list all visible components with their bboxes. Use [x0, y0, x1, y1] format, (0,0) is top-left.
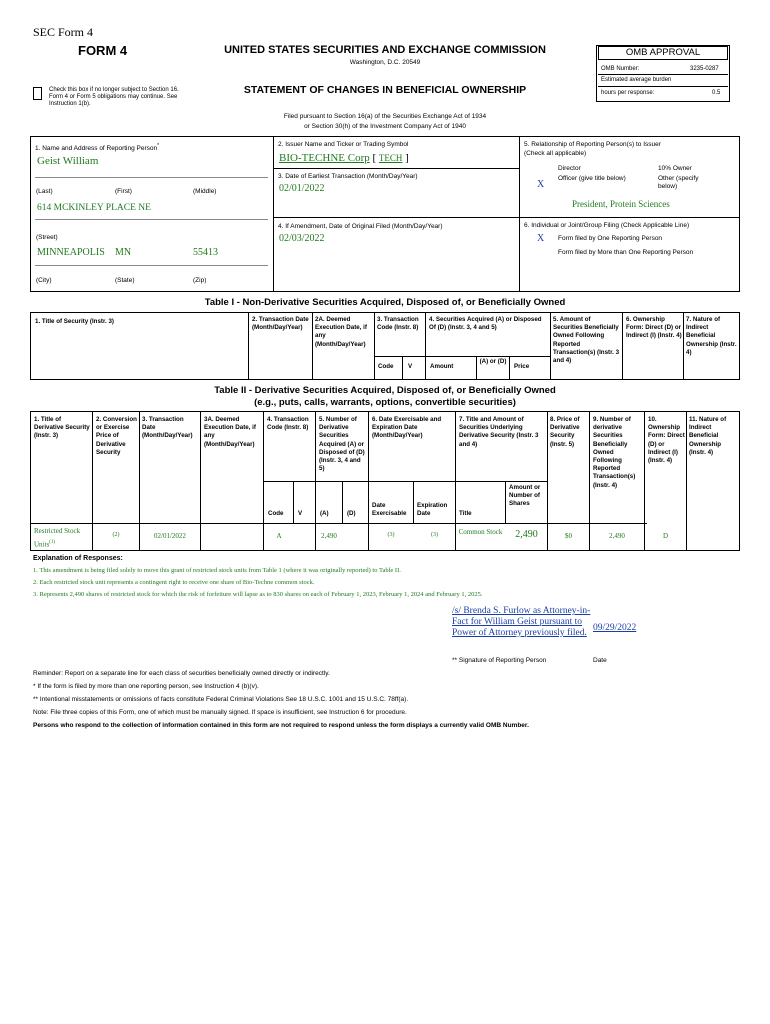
state-label: (State) — [115, 277, 135, 284]
t2-row-date-exercisable: (3) — [387, 532, 395, 538]
more-person-option: Form filed by More than One Reporting Person — [558, 249, 694, 256]
t1-amount: Amount — [430, 363, 454, 370]
one-person-check[interactable]: X — [537, 233, 545, 244]
t2-col6: 6. Date Exercisable and Expiration Date (Month/Day/Year) — [372, 416, 442, 440]
t2-row-amount-a: 2,490 — [321, 532, 337, 540]
one-person-option: Form filed by One Reporting Person — [558, 235, 663, 242]
other-option: Other (specify below) — [658, 175, 699, 190]
box4-label: 4. If Amendment, Date of Original Filed (Month/Day/Year) — [278, 223, 443, 230]
box5-label: 5. Relationship of Reporting Person(s) to Issuer — [524, 141, 661, 148]
ten-percent-owner-option: 10% Owner — [658, 165, 692, 172]
omb-hours-label: hours per response: — [601, 90, 655, 96]
director-option: Director — [558, 165, 581, 172]
t2-row-underlying-amount: 2,490 — [515, 529, 538, 540]
commission-location: Washington, D.C. 20549 — [349, 59, 421, 66]
signature-date: 09/29/2022 — [593, 623, 637, 633]
t2-row-owned: 2,490 — [609, 532, 625, 540]
t2-row-security: Restricted Stock Units$^{(1)}$ — [34, 527, 81, 549]
street-label: (Street) — [36, 234, 58, 241]
t1-col2a: 2A. Deemed Execution Date, if any (Month/Day/Year) — [315, 316, 367, 348]
t1-v: V — [408, 363, 413, 370]
section16-checkbox[interactable] — [33, 87, 42, 100]
t2-code: Code — [268, 510, 284, 517]
box6-label: 6. Individual or Joint/Group Filing (Check Applicable Line) — [524, 222, 690, 229]
signature-text: /s/ Brenda S. Furlow as Attorney-in-Fact for William Geist pursuant to Power of Attorney previously filed. — [452, 606, 591, 638]
note-omb: Persons who respond to the collection of information contained in this form are not required to respond unless the form displays a currently valid OMB Number. — [33, 722, 529, 729]
box1-label: 1. Name and Address of Reporting Person* — [35, 143, 160, 153]
reporting-person-name: Geist William — [37, 155, 99, 167]
t1-code: Code — [378, 363, 394, 370]
footnote-1: 1. This amendment is being filed solely to move this grant of restricted stock units from Table 1 (where it was originally reported) to Table II. — [33, 567, 401, 574]
t2-row-underlying-title: Common Stock — [458, 528, 503, 536]
officer-check[interactable]: X — [537, 179, 545, 190]
t2-col9: 9. Number of derivative Securities Beneficially Owned Following Reported Transaction(s) (Instr. 4) — [593, 416, 636, 489]
t2-col1: 1. Title of Derivative Security (Instr. 3) — [34, 416, 90, 440]
table2-title: Table II - Derivative Securities Acquired, Disposed of, or Beneficially Owned — [214, 385, 556, 396]
table2-subtitle: (e.g., puts, calls, warrants, options, convertible securities) — [254, 397, 516, 408]
omb-number-label: OMB Number: — [601, 66, 640, 72]
t2-col10: 10. Ownership Form: Direct (D) or Indirect (I) (Instr. 4) — [648, 416, 685, 465]
note-reminder: Reminder: Report on a separate line for each class of securities beneficially owned directly or indirectly. — [33, 670, 330, 677]
t2-row-conversion: (2) — [112, 532, 120, 538]
issuer-name-ticker: BIO-TECHNE Corp [ TECH ] — [279, 152, 409, 164]
t2-row-price: $0 — [565, 532, 572, 540]
footnote-2: 2. Each restricted stock unit represents a contingent right to receive one share of Bio-Techne common stock. — [33, 579, 315, 586]
t1-col4: 4. Securities Acquired (A) or Disposed Of (D) (Instr. 3, 4 and 5) — [429, 316, 542, 332]
section16-checkbox-text: Check this box if no longer subject to Section 16. Form 4 or Form 5 obligations may continue. See Instruction 1(b). — [49, 87, 179, 107]
omb-burden-label: Estimated average burden — [601, 77, 672, 83]
t1-col7: 7. Nature of Indirect Beneficial Ownership (Instr. 4) — [686, 316, 737, 356]
t1-price: Price — [514, 363, 530, 370]
last-label: (Last) — [36, 188, 53, 195]
note-copies: Note: File three copies of this Form, one of which must be manually signed. If space is insufficient, see Instruction 6 for procedure. — [33, 709, 407, 716]
street-address: 614 MCKINLEY PLACE NE — [37, 203, 151, 213]
filed-pursuant-line2: or Section 30(h) of the Investment Company Act of 1940 — [304, 123, 466, 130]
officer-option: Officer (give title below) — [558, 175, 626, 182]
note-multiple-persons: * If the form is filed by more than one reporting person, see Instruction 4 (b)(v). — [33, 683, 259, 690]
t2-title: Title — [459, 510, 472, 517]
t2-col7: 7. Title and Amount of Securities Underlying Derivative Security (Instr. 3 and 4) — [459, 416, 539, 448]
t1-col1: 1. Title of Security (Instr. 3) — [35, 318, 114, 325]
t2-date-exercisable: Date Exercisable — [372, 502, 407, 518]
amendment-original-date: 02/03/2022 — [279, 233, 325, 244]
box5-sub: (Check all applicable) — [524, 150, 587, 157]
t2-col2: 2. Conversion or Exercise Price of Derivative Security — [96, 416, 137, 456]
form-title: FORM 4 — [78, 43, 128, 58]
signature-date-label: Date — [593, 657, 607, 664]
t1-a-or-d: (A) or (D) — [479, 358, 507, 365]
t2-row-expiration: (3) — [431, 532, 438, 538]
omb-title: OMB APPROVAL — [598, 46, 728, 60]
omb-number: 3235-0287 — [690, 66, 719, 72]
zip: 55413 — [193, 247, 218, 258]
t2-v: V — [298, 510, 303, 517]
t2-d: (D) — [347, 510, 356, 517]
t1-col2: 2. Transaction Date (Month/Day/Year) — [252, 316, 309, 332]
explanation-title: Explanation of Responses: — [33, 555, 123, 562]
t2-col3a: 3A. Deemed Execution Date, if any (Month/Day/Year) — [204, 416, 256, 448]
first-label: (First) — [115, 188, 132, 195]
state: MN — [115, 247, 132, 258]
page-label: SEC Form 4 — [33, 25, 94, 39]
t2-col3: 3. Transaction Date (Month/Day/Year) — [142, 416, 193, 440]
table1-title: Table I - Non-Derivative Securities Acquired, Disposed of, or Beneficially Owned — [204, 297, 566, 308]
t2-col11: 11. Nature of Indirect Beneficial Ownership (Instr. 4) — [689, 416, 727, 456]
commission-title: UNITED STATES SECURITIES AND EXCHANGE COMMISSION — [224, 44, 546, 56]
signature-label: ** Signature of Reporting Person — [452, 657, 547, 664]
t2-a: (A) — [320, 510, 329, 517]
t2-row-code: A — [276, 532, 282, 540]
filed-pursuant-line1: Filed pursuant to Section 16(a) of the Securities Exchange Act of 1934 — [283, 113, 487, 120]
omb-hours: 0.5 — [712, 90, 721, 96]
city-label: (City) — [36, 277, 52, 284]
t2-col5: 5. Number of Derivative Securities Acquired (A) or Disposed of (D) (Instr. 3, 4 and 5) — [319, 416, 365, 473]
officer-title: President, Protein Sciences — [572, 199, 670, 209]
footnote-3: 3. Represents 2,490 shares of restricted stock for which the risk of forfeiture will lapse as to 830 shares on each of February 1, 2023, February 1, 2024 and February 1, 2025. — [33, 591, 483, 598]
statement-title: STATEMENT OF CHANGES IN BENEFICIAL OWNERSHIP — [243, 84, 527, 96]
t1-col5: 5. Amount of Securities Beneficially Owned Following Reported Transaction(s) (Instr. 3 and 4) — [553, 316, 620, 365]
t2-col4: 4. Transaction Code (Instr. 8) — [267, 416, 309, 432]
t2-row-form: D — [662, 532, 669, 540]
t1-col3: 3. Transaction Code (Instr. 8) — [377, 316, 419, 332]
box3-label: 3. Date of Earliest Transaction (Month/Day/Year) — [278, 173, 418, 180]
t2-row-date: 02/01/2022 — [154, 532, 186, 540]
zip-label: (Zip) — [193, 277, 207, 284]
city: MINNEAPOLIS — [37, 247, 105, 258]
t2-amount-shares: Amount or Number of Shares — [509, 484, 541, 508]
t2-expiration-date: Expiration Date — [417, 502, 448, 518]
t2-col8: 8. Price of Derivative Security (Instr. 5) — [550, 416, 580, 448]
middle-label: (Middle) — [193, 188, 217, 195]
note-misstatements: ** Intentional misstatements or omissions of facts constitute Federal Criminal Violations See 18 U.S.C. 1001 and 15 U.S.C. 78ff(a). — [33, 696, 409, 703]
t1-col6: 6. Ownership Form: Direct (D) or Indirect (I) (Instr. 4) — [626, 316, 682, 340]
earliest-transaction-date: 02/01/2022 — [279, 183, 325, 194]
box2-label: 2. Issuer Name and Ticker or Trading Symbol — [278, 141, 409, 148]
